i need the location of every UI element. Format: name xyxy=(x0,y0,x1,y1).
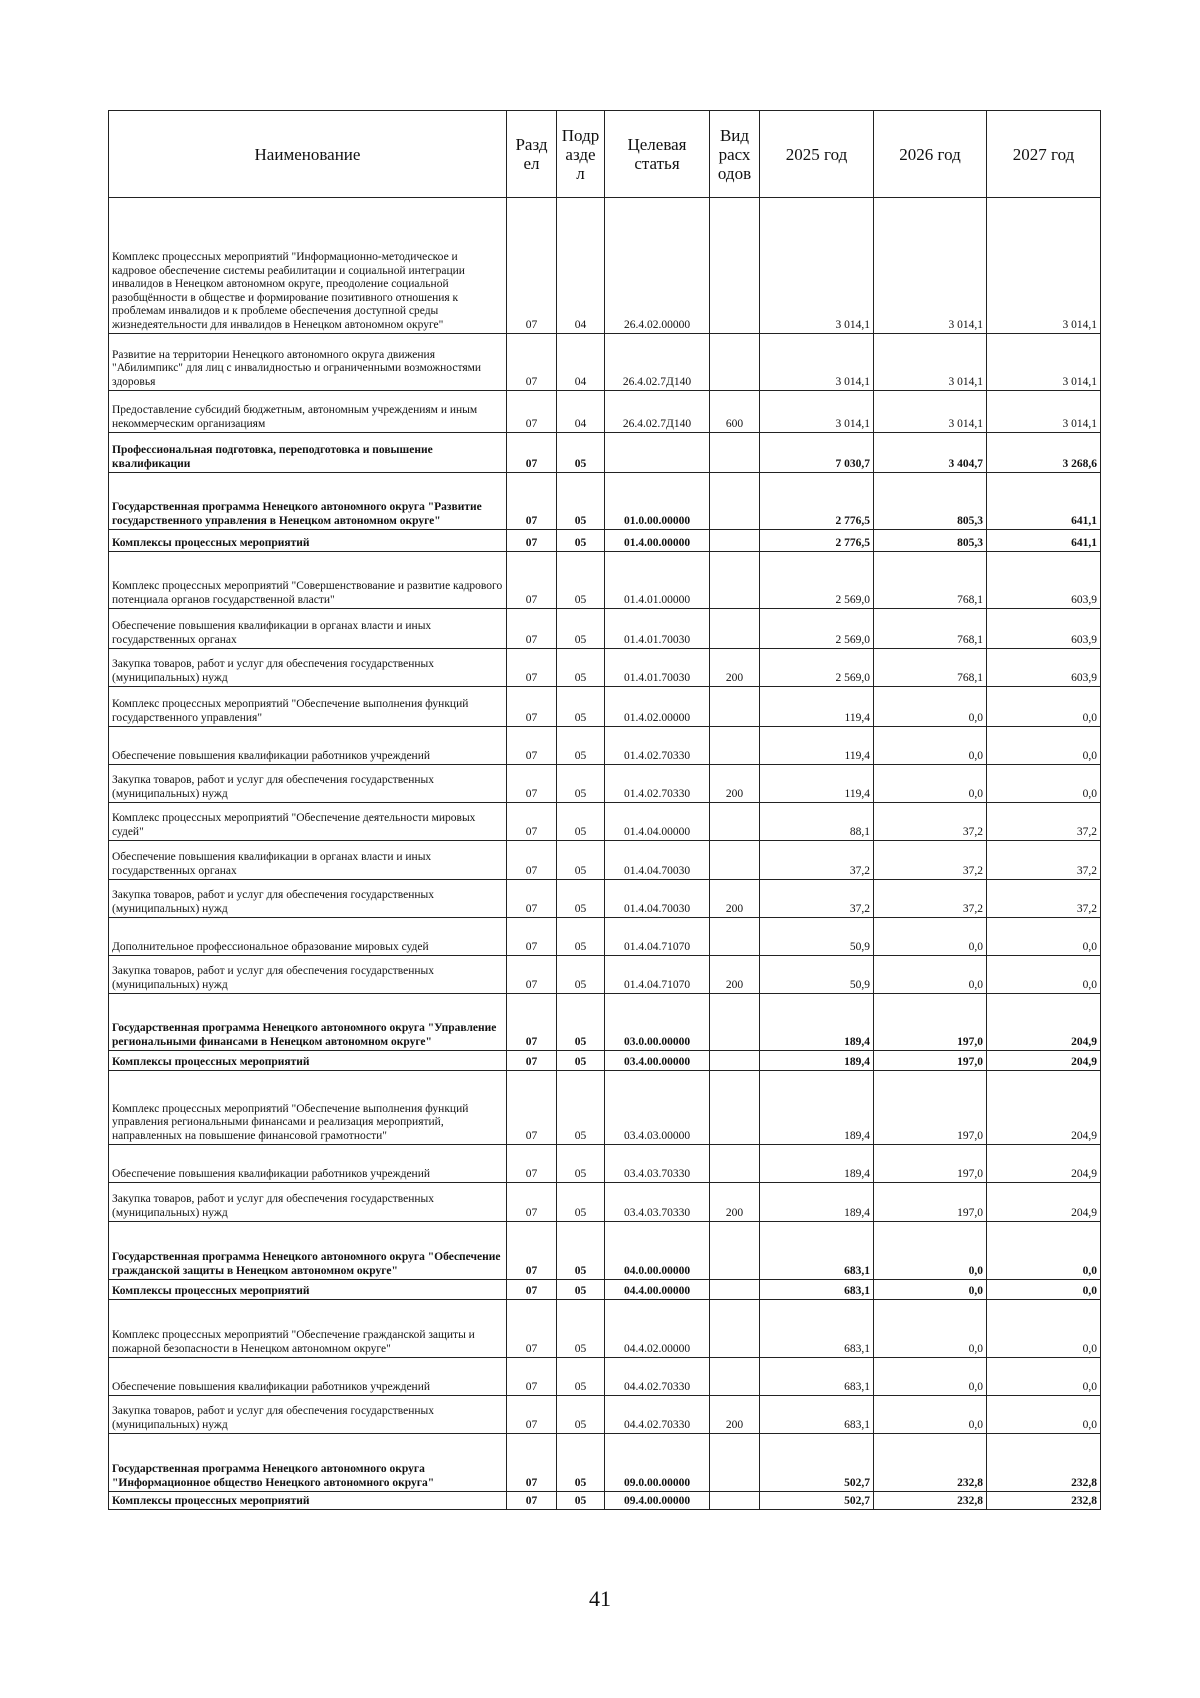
row-subsection: 04 xyxy=(557,198,605,334)
row-subsection: 05 xyxy=(557,1183,605,1222)
table-row xyxy=(109,1358,1101,1396)
row-expense-type xyxy=(710,552,760,609)
row-subsection: 05 xyxy=(557,1280,605,1300)
row-name: Комплекс процессных мероприятий "Обеспечение деятельности мировых судей" xyxy=(109,803,507,841)
row-subsection: 05 xyxy=(557,956,605,994)
row-section: 07 xyxy=(507,198,557,334)
row-section: 07 xyxy=(507,391,557,433)
row-value-2025: 119,4 xyxy=(760,727,874,765)
row-name: Комплексы процессных мероприятий xyxy=(109,1280,507,1300)
row-subsection: 05 xyxy=(557,649,605,687)
row-section: 07 xyxy=(507,473,557,530)
row-section: 07 xyxy=(507,1358,557,1396)
row-name: Профессиональная подготовка, переподготовка и повышение квалификации xyxy=(109,433,507,473)
row-name: Закупка товаров, работ и услуг для обеспечения государственных (муниципальных) нужд xyxy=(109,1183,507,1222)
table-row xyxy=(109,1280,1101,1300)
table-row xyxy=(109,687,1101,727)
row-subsection: 05 xyxy=(557,1051,605,1071)
row-name: Государственная программа Ненецкого автономного округа "Развитие государственного управления в Ненецком автономном округе" xyxy=(109,473,507,530)
row-subsection: 05 xyxy=(557,473,605,530)
header-subsection: Подр азде л xyxy=(557,111,605,198)
row-value-2025: 683,1 xyxy=(760,1358,874,1396)
row-value-2027: 204,9 xyxy=(987,1183,1101,1222)
row-value-2025: 119,4 xyxy=(760,765,874,803)
row-section: 07 xyxy=(507,765,557,803)
row-section: 07 xyxy=(507,1145,557,1183)
row-value-2025: 683,1 xyxy=(760,1300,874,1358)
row-value-2027: 641,1 xyxy=(987,473,1101,530)
row-section: 07 xyxy=(507,1222,557,1280)
row-target-article: 01.4.02.70330 xyxy=(605,765,710,803)
table-row xyxy=(109,765,1101,803)
row-expense-type: 200 xyxy=(710,880,760,918)
row-section: 07 xyxy=(507,552,557,609)
row-target-article xyxy=(605,433,710,473)
row-name: Комплекс процессных мероприятий "Обеспечение гражданской защиты и пожарной безопасности в Ненецком автономном округе" xyxy=(109,1300,507,1358)
row-value-2026: 197,0 xyxy=(874,1051,987,1071)
row-target-article: 09.4.00.00000 xyxy=(605,1492,710,1510)
row-value-2027: 603,9 xyxy=(987,609,1101,649)
row-section: 07 xyxy=(507,1300,557,1358)
row-subsection: 04 xyxy=(557,391,605,433)
row-value-2025: 3 014,1 xyxy=(760,198,874,334)
row-value-2025: 119,4 xyxy=(760,687,874,727)
row-expense-type xyxy=(710,1358,760,1396)
table-row xyxy=(109,803,1101,841)
row-value-2027: 0,0 xyxy=(987,1300,1101,1358)
row-expense-type: 600 xyxy=(710,391,760,433)
row-name: Закупка товаров, работ и услуг для обеспечения государственных (муниципальных) нужд xyxy=(109,1396,507,1434)
row-section: 07 xyxy=(507,1051,557,1071)
header-section: Разд ел xyxy=(507,111,557,198)
row-target-article: 26.4.02.7Д140 xyxy=(605,334,710,391)
header-year-2027: 2027 год xyxy=(987,111,1101,198)
row-value-2026: 197,0 xyxy=(874,1071,987,1145)
row-value-2025: 502,7 xyxy=(760,1434,874,1492)
row-value-2025: 189,4 xyxy=(760,1071,874,1145)
row-target-article: 03.4.00.00000 xyxy=(605,1051,710,1071)
row-value-2027: 603,9 xyxy=(987,649,1101,687)
row-value-2026: 232,8 xyxy=(874,1434,987,1492)
row-name: Обеспечение повышения квалификации в органах власти и иных государственных органах xyxy=(109,841,507,880)
row-value-2026: 37,2 xyxy=(874,841,987,880)
row-value-2026: 0,0 xyxy=(874,1222,987,1280)
row-target-article: 03.4.03.70330 xyxy=(605,1183,710,1222)
row-value-2027: 0,0 xyxy=(987,765,1101,803)
row-subsection: 05 xyxy=(557,1222,605,1280)
row-value-2027: 204,9 xyxy=(987,994,1101,1051)
table-body xyxy=(109,198,1101,1510)
table-row xyxy=(109,649,1101,687)
table-row xyxy=(109,1396,1101,1434)
row-value-2025: 7 030,7 xyxy=(760,433,874,473)
row-value-2027: 0,0 xyxy=(987,1358,1101,1396)
table-row xyxy=(109,1434,1101,1492)
row-subsection: 05 xyxy=(557,1071,605,1145)
table-row xyxy=(109,994,1101,1051)
row-value-2026: 3 014,1 xyxy=(874,391,987,433)
row-subsection: 05 xyxy=(557,765,605,803)
row-name: Предоставление субсидий бюджетным, автономным учреждениям и иным некоммерческим организациям xyxy=(109,391,507,433)
row-target-article: 01.4.04.00000 xyxy=(605,803,710,841)
row-section: 07 xyxy=(507,880,557,918)
row-target-article: 01.4.04.70030 xyxy=(605,841,710,880)
row-value-2027: 204,9 xyxy=(987,1051,1101,1071)
row-target-article: 04.0.00.00000 xyxy=(605,1222,710,1280)
row-value-2025: 502,7 xyxy=(760,1492,874,1510)
row-expense-type xyxy=(710,609,760,649)
row-value-2026: 232,8 xyxy=(874,1492,987,1510)
row-subsection: 05 xyxy=(557,1492,605,1510)
row-section: 07 xyxy=(507,649,557,687)
table-row xyxy=(109,1051,1101,1071)
row-name: Государственная программа Ненецкого автономного округа "Информационное общество Ненецкого автономного округа" xyxy=(109,1434,507,1492)
table-row xyxy=(109,334,1101,391)
row-subsection: 05 xyxy=(557,530,605,552)
row-value-2026: 197,0 xyxy=(874,1145,987,1183)
row-value-2025: 88,1 xyxy=(760,803,874,841)
table-row xyxy=(109,391,1101,433)
table-row xyxy=(109,198,1101,334)
row-value-2027: 0,0 xyxy=(987,687,1101,727)
row-value-2025: 3 014,1 xyxy=(760,391,874,433)
row-expense-type xyxy=(710,687,760,727)
row-expense-type: 200 xyxy=(710,765,760,803)
row-value-2027: 232,8 xyxy=(987,1492,1101,1510)
row-value-2027: 204,9 xyxy=(987,1145,1101,1183)
row-section: 07 xyxy=(507,433,557,473)
row-target-article: 01.4.01.00000 xyxy=(605,552,710,609)
row-value-2026: 197,0 xyxy=(874,994,987,1051)
row-name: Государственная программа Ненецкого автономного округа "Управление региональными финансами в Ненецком автономном округе" xyxy=(109,994,507,1051)
row-section: 07 xyxy=(507,727,557,765)
row-section: 07 xyxy=(507,334,557,391)
row-target-article: 03.4.03.00000 xyxy=(605,1071,710,1145)
row-subsection: 05 xyxy=(557,1145,605,1183)
row-value-2025: 37,2 xyxy=(760,841,874,880)
row-section: 07 xyxy=(507,1183,557,1222)
row-subsection: 05 xyxy=(557,727,605,765)
row-value-2027: 0,0 xyxy=(987,918,1101,956)
row-target-article: 03.4.03.70330 xyxy=(605,1145,710,1183)
row-value-2025: 189,4 xyxy=(760,1145,874,1183)
row-value-2027: 0,0 xyxy=(987,1222,1101,1280)
row-value-2027: 3 014,1 xyxy=(987,198,1101,334)
row-section: 07 xyxy=(507,1280,557,1300)
row-value-2027: 603,9 xyxy=(987,552,1101,609)
row-expense-type xyxy=(710,994,760,1051)
row-expense-type xyxy=(710,1071,760,1145)
row-target-article: 04.4.00.00000 xyxy=(605,1280,710,1300)
header-year-2026: 2026 год xyxy=(874,111,987,198)
row-name: Комплекс процессных мероприятий "Обеспечение выполнения функций государственного управления" xyxy=(109,687,507,727)
row-value-2027: 37,2 xyxy=(987,803,1101,841)
row-value-2027: 641,1 xyxy=(987,530,1101,552)
row-expense-type xyxy=(710,918,760,956)
row-section: 07 xyxy=(507,918,557,956)
row-subsection: 05 xyxy=(557,1396,605,1434)
row-name: Комплекс процессных мероприятий "Обеспечение выполнения функций управления региональными финансами и реализация мероприятий, направленных на повышение финансовой грамотности" xyxy=(109,1071,507,1145)
row-value-2027: 3 268,6 xyxy=(987,433,1101,473)
row-value-2025: 683,1 xyxy=(760,1396,874,1434)
row-expense-type: 200 xyxy=(710,1183,760,1222)
row-name: Комплексы процессных мероприятий xyxy=(109,1492,507,1510)
row-value-2025: 50,9 xyxy=(760,918,874,956)
row-expense-type xyxy=(710,1492,760,1510)
row-expense-type: 200 xyxy=(710,956,760,994)
row-name: Развитие на территории Ненецкого автономного округа движения "Абилимпикс" для лиц с инвалидностью и ограниченными возможностями здоровья xyxy=(109,334,507,391)
table-row xyxy=(109,1492,1101,1510)
row-value-2026: 37,2 xyxy=(874,803,987,841)
row-subsection: 05 xyxy=(557,841,605,880)
row-value-2026: 37,2 xyxy=(874,880,987,918)
table-row xyxy=(109,841,1101,880)
row-value-2025: 2 776,5 xyxy=(760,530,874,552)
row-subsection: 05 xyxy=(557,687,605,727)
row-section: 07 xyxy=(507,530,557,552)
row-section: 07 xyxy=(507,1492,557,1510)
row-section: 07 xyxy=(507,994,557,1051)
budget-table-container xyxy=(108,110,1100,1510)
row-subsection: 05 xyxy=(557,880,605,918)
row-value-2027: 3 014,1 xyxy=(987,391,1101,433)
row-value-2027: 37,2 xyxy=(987,880,1101,918)
table-row xyxy=(109,1222,1101,1280)
row-value-2026: 3 404,7 xyxy=(874,433,987,473)
header-name: Наименование xyxy=(109,111,507,198)
row-target-article: 01.4.02.00000 xyxy=(605,687,710,727)
table-row xyxy=(109,1183,1101,1222)
row-name: Закупка товаров, работ и услуг для обеспечения государственных (муниципальных) нужд xyxy=(109,956,507,994)
row-expense-type xyxy=(710,433,760,473)
row-value-2025: 50,9 xyxy=(760,956,874,994)
row-subsection: 05 xyxy=(557,918,605,956)
row-section: 07 xyxy=(507,1071,557,1145)
row-name: Комплексы процессных мероприятий xyxy=(109,1051,507,1071)
row-target-article: 01.4.04.71070 xyxy=(605,918,710,956)
table-row xyxy=(109,609,1101,649)
header-year-2025: 2025 год xyxy=(760,111,874,198)
row-value-2026: 768,1 xyxy=(874,552,987,609)
row-value-2025: 2 569,0 xyxy=(760,609,874,649)
row-value-2025: 2 569,0 xyxy=(760,649,874,687)
table-row xyxy=(109,530,1101,552)
row-value-2026: 0,0 xyxy=(874,727,987,765)
row-expense-type xyxy=(710,198,760,334)
row-subsection: 04 xyxy=(557,334,605,391)
row-target-article: 01.4.00.00000 xyxy=(605,530,710,552)
row-value-2026: 0,0 xyxy=(874,765,987,803)
row-value-2027: 37,2 xyxy=(987,841,1101,880)
row-name: Обеспечение повышения квалификации работников учреждений xyxy=(109,727,507,765)
table-row xyxy=(109,552,1101,609)
row-target-article: 01.4.01.70030 xyxy=(605,649,710,687)
row-value-2026: 0,0 xyxy=(874,956,987,994)
row-value-2025: 683,1 xyxy=(760,1222,874,1280)
row-expense-type xyxy=(710,334,760,391)
row-value-2026: 0,0 xyxy=(874,1396,987,1434)
row-name: Закупка товаров, работ и услуг для обеспечения государственных (муниципальных) нужд xyxy=(109,880,507,918)
row-value-2026: 3 014,1 xyxy=(874,334,987,391)
row-expense-type xyxy=(710,1300,760,1358)
row-value-2026: 0,0 xyxy=(874,1280,987,1300)
row-expense-type xyxy=(710,1145,760,1183)
row-subsection: 05 xyxy=(557,994,605,1051)
row-target-article: 04.4.02.00000 xyxy=(605,1300,710,1358)
row-subsection: 05 xyxy=(557,552,605,609)
row-subsection: 05 xyxy=(557,1358,605,1396)
row-expense-type xyxy=(710,530,760,552)
row-value-2026: 768,1 xyxy=(874,649,987,687)
row-name: Закупка товаров, работ и услуг для обеспечения государственных (муниципальных) нужд xyxy=(109,765,507,803)
row-value-2026: 0,0 xyxy=(874,918,987,956)
row-target-article: 01.4.01.70030 xyxy=(605,609,710,649)
row-value-2026: 805,3 xyxy=(874,530,987,552)
row-value-2027: 0,0 xyxy=(987,956,1101,994)
table-row xyxy=(109,1300,1101,1358)
table-row xyxy=(109,1071,1101,1145)
row-value-2025: 683,1 xyxy=(760,1280,874,1300)
row-expense-type xyxy=(710,1280,760,1300)
row-value-2025: 189,4 xyxy=(760,1183,874,1222)
row-name: Комплекс процессных мероприятий "Информационно-методическое и кадровое обеспечение системы реабилитации и социальной интеграции инвалидов в Ненецком автономном округе, преодоление социальной разобщённости в обществе и формирование позитивного отношения к проблемам инвалидов и к проблеме обеспечения доступной среды жизнедеятельности для инвалидов в Ненецком автономном округе" xyxy=(109,198,507,334)
row-value-2027: 0,0 xyxy=(987,1396,1101,1434)
row-value-2025: 189,4 xyxy=(760,994,874,1051)
row-target-article: 01.4.04.71070 xyxy=(605,956,710,994)
table-row xyxy=(109,918,1101,956)
row-expense-type xyxy=(710,473,760,530)
row-value-2026: 197,0 xyxy=(874,1183,987,1222)
row-section: 07 xyxy=(507,687,557,727)
row-section: 07 xyxy=(507,956,557,994)
row-value-2027: 0,0 xyxy=(987,1280,1101,1300)
row-target-article: 01.4.04.70030 xyxy=(605,880,710,918)
row-target-article: 03.0.00.00000 xyxy=(605,994,710,1051)
row-target-article: 04.4.02.70330 xyxy=(605,1358,710,1396)
table-row xyxy=(109,727,1101,765)
row-expense-type xyxy=(710,803,760,841)
table-row xyxy=(109,1145,1101,1183)
row-value-2025: 189,4 xyxy=(760,1051,874,1071)
row-value-2027: 204,9 xyxy=(987,1071,1101,1145)
row-expense-type xyxy=(710,727,760,765)
row-subsection: 05 xyxy=(557,1300,605,1358)
row-value-2025: 2 569,0 xyxy=(760,552,874,609)
header-expense-type: Вид расх одов xyxy=(710,111,760,198)
row-name: Комплекс процессных мероприятий "Совершенствование и развитие кадрового потенциала органов государственной власти" xyxy=(109,552,507,609)
row-subsection: 05 xyxy=(557,609,605,649)
row-value-2027: 0,0 xyxy=(987,727,1101,765)
page-number: 41 xyxy=(589,1586,611,1611)
row-value-2026: 3 014,1 xyxy=(874,198,987,334)
row-subsection: 05 xyxy=(557,803,605,841)
row-section: 07 xyxy=(507,1434,557,1492)
row-value-2025: 37,2 xyxy=(760,880,874,918)
row-expense-type xyxy=(710,1434,760,1492)
row-value-2026: 768,1 xyxy=(874,609,987,649)
row-target-article: 09.0.00.00000 xyxy=(605,1434,710,1492)
row-target-article: 01.0.00.00000 xyxy=(605,473,710,530)
header-target-article: Целевая статья xyxy=(605,111,710,198)
row-value-2026: 805,3 xyxy=(874,473,987,530)
table-row xyxy=(109,956,1101,994)
row-name: Обеспечение повышения квалификации в органах власти и иных государственных органах xyxy=(109,609,507,649)
row-expense-type: 200 xyxy=(710,649,760,687)
row-value-2025: 3 014,1 xyxy=(760,334,874,391)
row-expense-type: 200 xyxy=(710,1396,760,1434)
row-target-article: 26.4.02.7Д140 xyxy=(605,391,710,433)
row-expense-type xyxy=(710,1051,760,1071)
table-row xyxy=(109,433,1101,473)
row-value-2026: 0,0 xyxy=(874,1358,987,1396)
table-row xyxy=(109,473,1101,530)
row-subsection: 05 xyxy=(557,433,605,473)
table-header-row xyxy=(109,111,1101,198)
row-value-2027: 232,8 xyxy=(987,1434,1101,1492)
budget-table xyxy=(108,110,1101,1510)
row-expense-type xyxy=(710,1222,760,1280)
row-expense-type xyxy=(710,841,760,880)
row-section: 07 xyxy=(507,609,557,649)
row-value-2026: 0,0 xyxy=(874,687,987,727)
row-value-2025: 2 776,5 xyxy=(760,473,874,530)
row-target-article: 04.4.02.70330 xyxy=(605,1396,710,1434)
table-row xyxy=(109,880,1101,918)
row-section: 07 xyxy=(507,803,557,841)
row-name: Закупка товаров, работ и услуг для обеспечения государственных (муниципальных) нужд xyxy=(109,649,507,687)
row-name: Государственная программа Ненецкого автономного округа "Обеспечение гражданской защиты в Ненецком автономном округе" xyxy=(109,1222,507,1280)
row-target-article: 01.4.02.70330 xyxy=(605,727,710,765)
row-section: 07 xyxy=(507,841,557,880)
row-target-article: 26.4.02.00000 xyxy=(605,198,710,334)
row-section: 07 xyxy=(507,1396,557,1434)
row-name: Комплексы процессных мероприятий xyxy=(109,530,507,552)
row-value-2027: 3 014,1 xyxy=(987,334,1101,391)
row-name: Обеспечение повышения квалификации работников учреждений xyxy=(109,1358,507,1396)
row-subsection: 05 xyxy=(557,1434,605,1492)
row-value-2026: 0,0 xyxy=(874,1300,987,1358)
row-name: Обеспечение повышения квалификации работников учреждений xyxy=(109,1145,507,1183)
row-name: Дополнительное профессиональное образование мировых судей xyxy=(109,918,507,956)
